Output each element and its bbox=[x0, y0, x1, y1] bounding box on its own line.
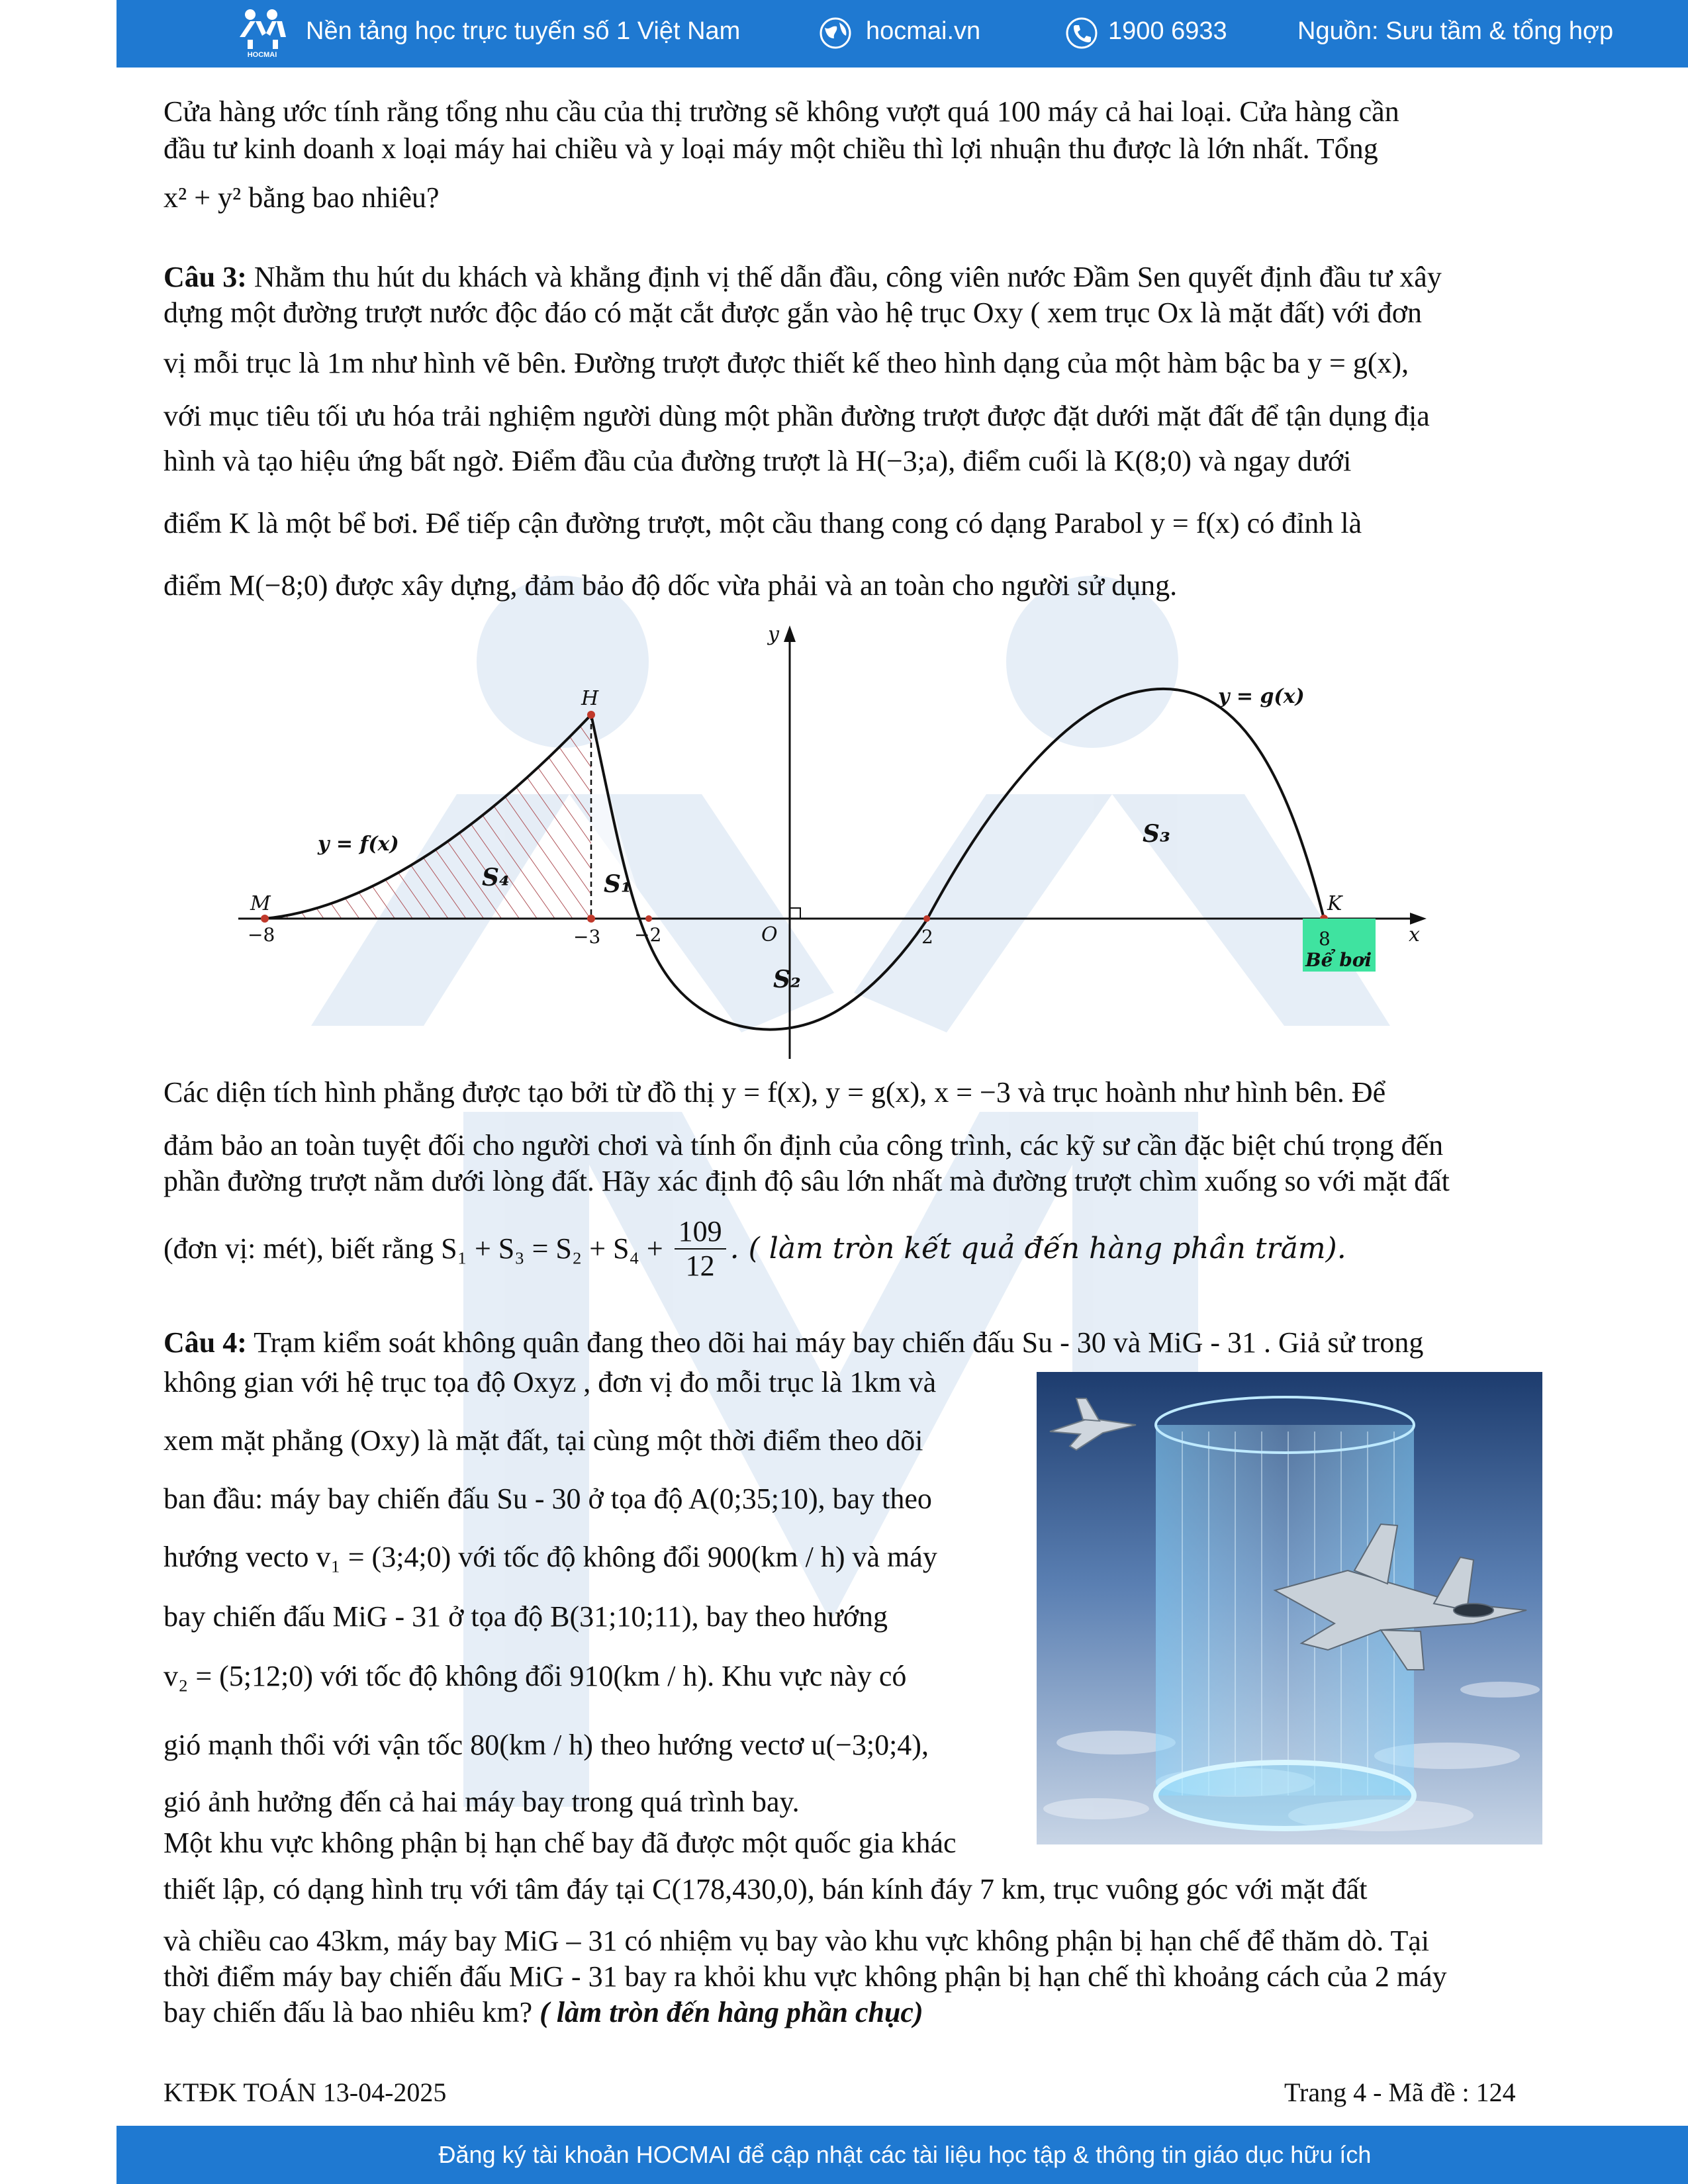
s3-label: S₃ bbox=[1143, 820, 1170, 848]
q4-line3: xem mặt phẳng (Oxy) là mặt đất, tại cùng một thời điểm theo dõi bbox=[164, 1424, 923, 1457]
jets-cylinder-image bbox=[1037, 1372, 1542, 1844]
q3-after-line4: (đơn vị: mét), biết rằng S₁ + S₃ = S₂ + S₄ + $\frac{109}{12}$ . ( làm tròn kết quả đến hàng phần trăm). bbox=[164, 1215, 1346, 1282]
page-number: Trang 4 - Mã đề : 124 bbox=[1284, 2077, 1516, 2107]
q4-line2: không gian với hệ trục tọa độ Oxyz , đơn vị đo mỗi trục là 1km và bbox=[164, 1366, 937, 1398]
q3-line1: Câu 3: Nhằm thu hút du khách và khẳng định vị thế dẫn đầu, công viên nước Đầm Sen quyết định đầu tư xây bbox=[164, 261, 1442, 293]
prev-question-line3: x² + y² bằng bao nhiêu? bbox=[164, 181, 440, 214]
phone-number[interactable]: 1900 6933 bbox=[1108, 17, 1227, 45]
q3-after-line2: đảm bảo an toàn tuyệt đối cho người chơi và tính ổn định của công trình, các kỹ sư cần đặc biệt chú trọng đến bbox=[164, 1129, 1444, 1161]
point-M bbox=[261, 915, 269, 923]
fraction-numerator: 109 bbox=[675, 1215, 726, 1250]
s4-hatch-region bbox=[265, 715, 591, 919]
q3-after-line1: Các diện tích hình phẳng được tạo bởi từ đồ thị y = f(x), y = g(x), x = −3 và trục hoành như hình bên. Để bbox=[164, 1076, 1386, 1109]
q4-line4: ban đầu: máy bay chiến đấu Su - 30 ở tọa độ A(0;35;10), bay theo bbox=[164, 1482, 932, 1515]
q4-label: Câu 4: bbox=[164, 1326, 247, 1359]
q4-line8: gió mạnh thổi với vận tốc 80(km / h) theo hướng vectơ u(−3;0;4), bbox=[164, 1729, 929, 1761]
origin-label: O bbox=[761, 923, 778, 946]
q4-line13: thời điểm máy bay chiến đấu MiG - 31 bay ra khỏi khu vực không phận bị hạn chế thì khoảng cách của 2 máy bbox=[164, 1960, 1447, 1993]
q3-line3: vị mỗi trục là 1m như hình vẽ bên. Đường trượt được thiết kế theo hình dạng của một hàm bậc ba y = g(x), bbox=[164, 347, 1409, 379]
f-curve-label: y = f(x) bbox=[318, 833, 399, 856]
tick-2: 2 bbox=[921, 926, 933, 948]
cubic-g bbox=[591, 689, 1324, 1030]
y-axis-label: y bbox=[768, 623, 779, 646]
point-x-minus3 bbox=[587, 915, 595, 923]
exam-code-left: KTĐK TOÁN 13-04-2025 bbox=[164, 2077, 447, 2107]
slogan: Nền tảng học trực tuyến số 1 Việt Nam bbox=[306, 17, 741, 45]
prev-question-line2: đầu tư kinh doanh x loại máy hai chiều và y loại máy một chiều thì lợi nhuận thu được là lớn nhất. Tổng bbox=[164, 132, 1378, 165]
q4-line9: gió ảnh hưởng đến cả hai máy bay trong quá trình bay. bbox=[164, 1786, 800, 1818]
point-x-2 bbox=[923, 915, 930, 922]
point-H-label: H bbox=[581, 687, 599, 710]
s1-label: S₁ bbox=[604, 870, 632, 898]
fraction-denominator: 12 bbox=[685, 1250, 715, 1282]
pool-label: Bể bơi bbox=[1305, 949, 1372, 971]
q3-label: Câu 3: bbox=[164, 261, 247, 293]
q4-rounding-note: ( làm tròn đến hàng phần chục) bbox=[539, 1996, 923, 2028]
tick-minus3: −3 bbox=[573, 926, 601, 948]
q4-line5: hướng vecto v₁ = (3;4;0) với tốc độ không đổi 900(km / h) và máy bbox=[164, 1541, 937, 1573]
point-K-label: K bbox=[1327, 892, 1342, 915]
q4-line6: bay chiến đấu MiG - 31 ở tọa độ B(31;10;11), bay theo hướng bbox=[164, 1600, 888, 1633]
q4-line10: Một khu vực không phận bị hạn chế bay đã được một quốc gia khác bbox=[164, 1827, 957, 1859]
q3-line2: dựng một đường trượt nước độc đáo có mặt cắt được gắn vào hệ trục Oxy ( xem trục Ox là mặt đất) với đơn bbox=[164, 296, 1423, 329]
q4-line12: và chiều cao 43km, máy bay MiG – 31 có nhiệm vụ bay vào khu vực không phận bị hạn chế để thăm dò. Tại bbox=[164, 1925, 1430, 1957]
right-angle-mark bbox=[790, 908, 800, 919]
point-M-label: M bbox=[250, 892, 271, 915]
prev-question-line1: Cửa hàng ước tính rằng tổng nhu cầu của thị trường sẽ không vượt quá 100 máy cả hai loại. Cửa hàng cần bbox=[164, 95, 1399, 128]
y-axis-arrow bbox=[784, 625, 796, 642]
footer-bar bbox=[117, 2126, 1688, 2184]
footer-text[interactable]: Đăng ký tài khoản HOCMAI để cập nhật các tài liệu học tập & thông tin giáo dục hữu ích bbox=[438, 2141, 1372, 2168]
q4-line11: thiết lập, có dạng hình trụ với tâm đáy tại C(178,430,0), bán kính đáy 7 km, trục vuông góc với mặt đất bbox=[164, 1873, 1368, 1905]
tick-minus2: −2 bbox=[634, 924, 662, 946]
tick-8: 8 bbox=[1319, 928, 1331, 950]
website-link[interactable]: hocmai.vn bbox=[866, 17, 981, 45]
q4-line14: bay chiến đấu là bao nhiêu km? ( làm tròn đến hàng phần chục) bbox=[164, 1996, 923, 2028]
q3-after-line3: phần đường trượt nằm dưới lòng đất. Hãy xác định độ sâu lớn nhất mà đường trượt chìm xuống so với mặt đất bbox=[164, 1165, 1450, 1197]
tick-minus8: −8 bbox=[248, 924, 275, 946]
source-note: Nguồn: Sưu tầm & tổng hợp bbox=[1297, 17, 1614, 45]
s4-label: S₄ bbox=[482, 864, 510, 891]
s2-label: S₂ bbox=[773, 966, 801, 993]
point-x-minus2 bbox=[645, 915, 652, 922]
q3-line4: với mục tiêu tối ưu hóa trải nghiệm người dùng một phần đường trượt được đặt dưới mặt đất để tận dụng địa bbox=[164, 400, 1430, 432]
q3-line7: điểm M(−8;0) được xây dựng, đảm bảo độ dốc vừa phải và an toàn cho người sử dụng. bbox=[164, 569, 1178, 602]
g-curve-label: y = g(x) bbox=[1218, 685, 1305, 708]
q4-line1: Câu 4: Trạm kiểm soát không quân đang theo dõi hai máy bay chiến đấu Su - 30 và MiG - 31 . Giả sử trong bbox=[164, 1326, 1424, 1359]
x-axis-label: x bbox=[1409, 923, 1420, 946]
fraction bbox=[675, 1215, 726, 1283]
point-H bbox=[587, 711, 595, 719]
q4-line7: v₂ = (5;12;0) với tốc độ không đổi 910(km / h). Khu vực này có bbox=[164, 1660, 907, 1692]
logo-text: HOCMAI bbox=[247, 51, 277, 59]
q3-line5: hình và tạo hiệu ứng bất ngờ. Điểm đầu của đường trượt là H(−3;a), điểm cuối là K(8;0) và ngay dưới bbox=[164, 445, 1352, 477]
q3-line6: điểm K là một bể bơi. Để tiếp cận đường trượt, một cầu thang cong có dạng Parabol y = f(x) có đỉnh là bbox=[164, 507, 1362, 539]
